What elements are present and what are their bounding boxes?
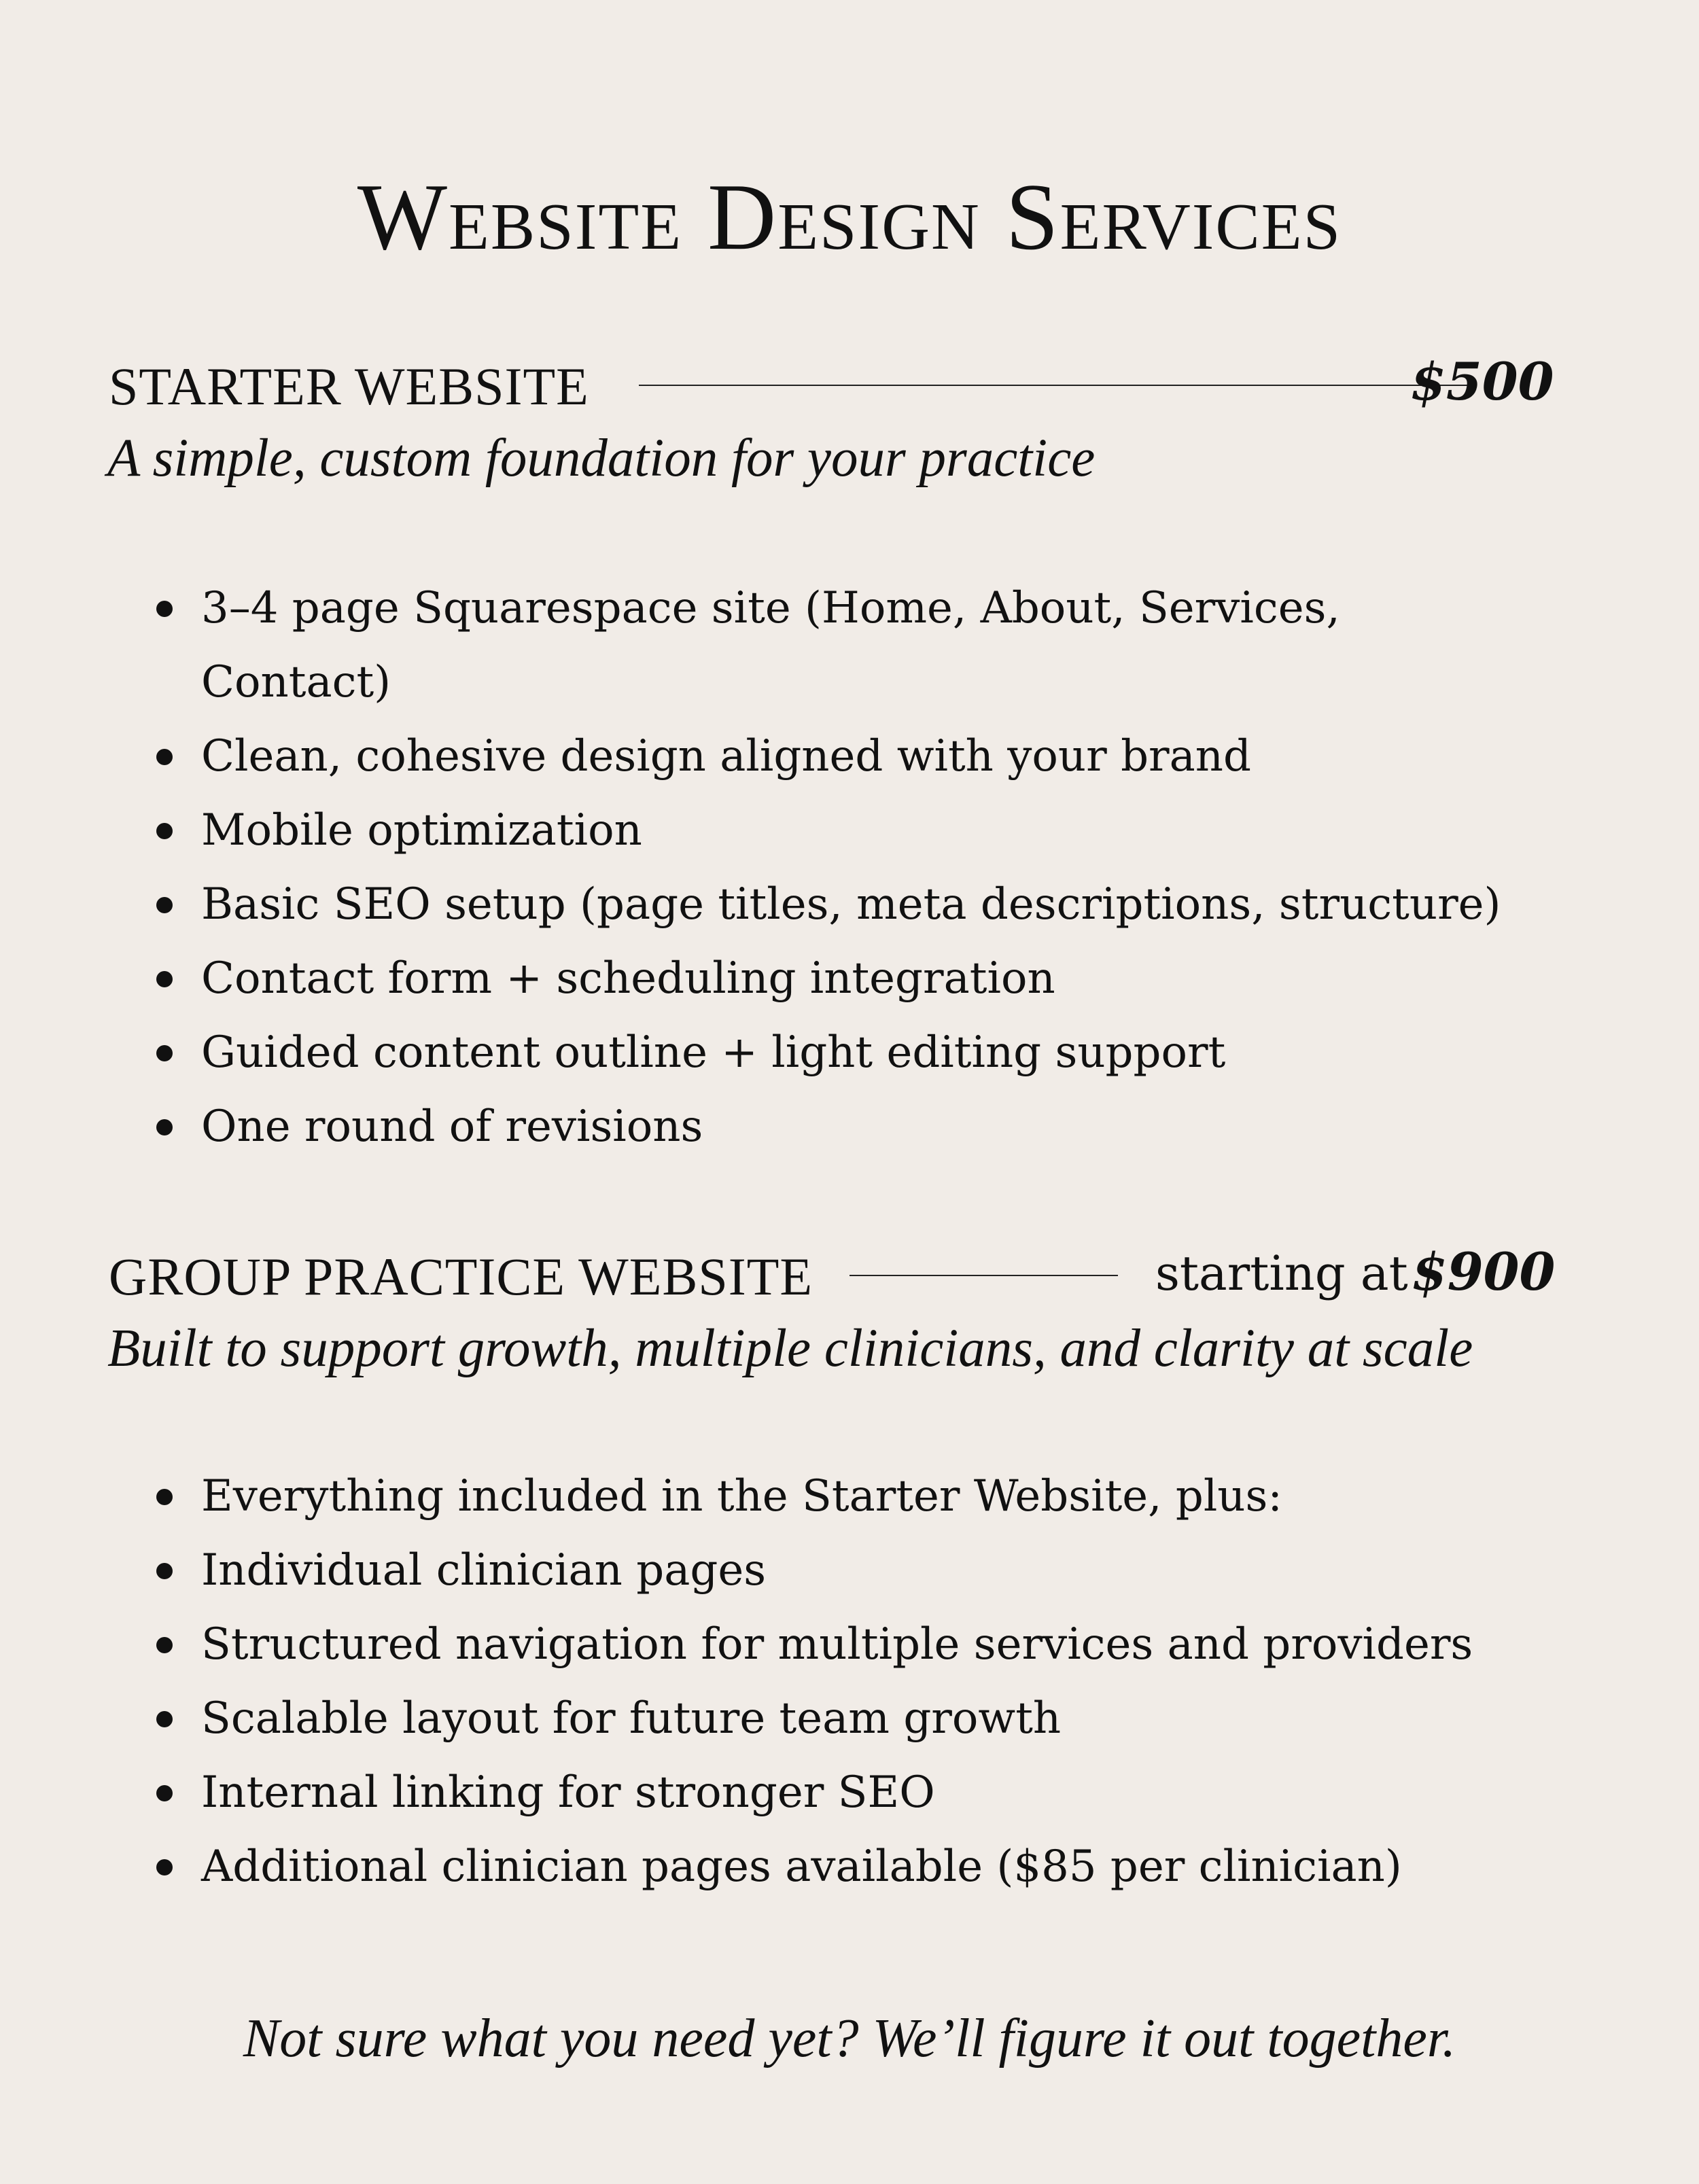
starter-header [109, 351, 1554, 421]
group-name: GROUP PRACTICE WEBSITE [109, 1247, 813, 1306]
group-feature-list [143, 1460, 1473, 1904]
starter-price [1410, 351, 1554, 412]
list-item: Structured navigation for multiple services and providers [143, 1608, 1473, 1682]
starter-feature-list [143, 571, 1501, 1164]
group-price [1155, 1241, 1556, 1302]
group-divider [850, 1275, 1118, 1276]
list-item: Contact form + scheduling integration [143, 942, 1501, 1016]
starter-name: STARTER WEBSITE [109, 357, 589, 416]
starter-subtitle: A simple, custom foundation for your practice [107, 429, 1096, 488]
closing-note: Not sure what you need yet? We’ll figure it out together. [243, 2009, 1456, 2068]
starter-divider [639, 385, 1469, 386]
list-item: One round of revisions [143, 1090, 1501, 1164]
group-price-prefix: starting at [1155, 1246, 1408, 1301]
list-item: Internal linking for stronger SEO [143, 1756, 1473, 1830]
group-header [109, 1241, 1556, 1311]
starter-price-amount: $500 [1410, 351, 1554, 412]
list-item: Additional clinician pages available ($85 per clinician) [143, 1830, 1473, 1904]
list-item: Guided content outline + light editing support [143, 1016, 1501, 1090]
list-item: Everything included in the Starter Website, plus: [143, 1460, 1473, 1534]
list-item: Basic SEO setup (page titles, meta descriptions, structure) [143, 868, 1501, 942]
list-item: Individual clinician pages [143, 1534, 1473, 1608]
list-item: Scalable layout for future team growth [143, 1682, 1473, 1756]
list-item: 3–4 page Squarespace site (Home, About, Services, Contact) [143, 571, 1438, 720]
group-subtitle: Built to support growth, multiple clinicians, and clarity at scale [107, 1319, 1473, 1378]
list-item: Clean, cohesive design aligned with your brand [143, 720, 1501, 794]
list-item: Mobile optimization [143, 794, 1501, 868]
group-price-amount: $900 [1411, 1241, 1556, 1302]
page-title: Website Design Services [357, 164, 1342, 270]
